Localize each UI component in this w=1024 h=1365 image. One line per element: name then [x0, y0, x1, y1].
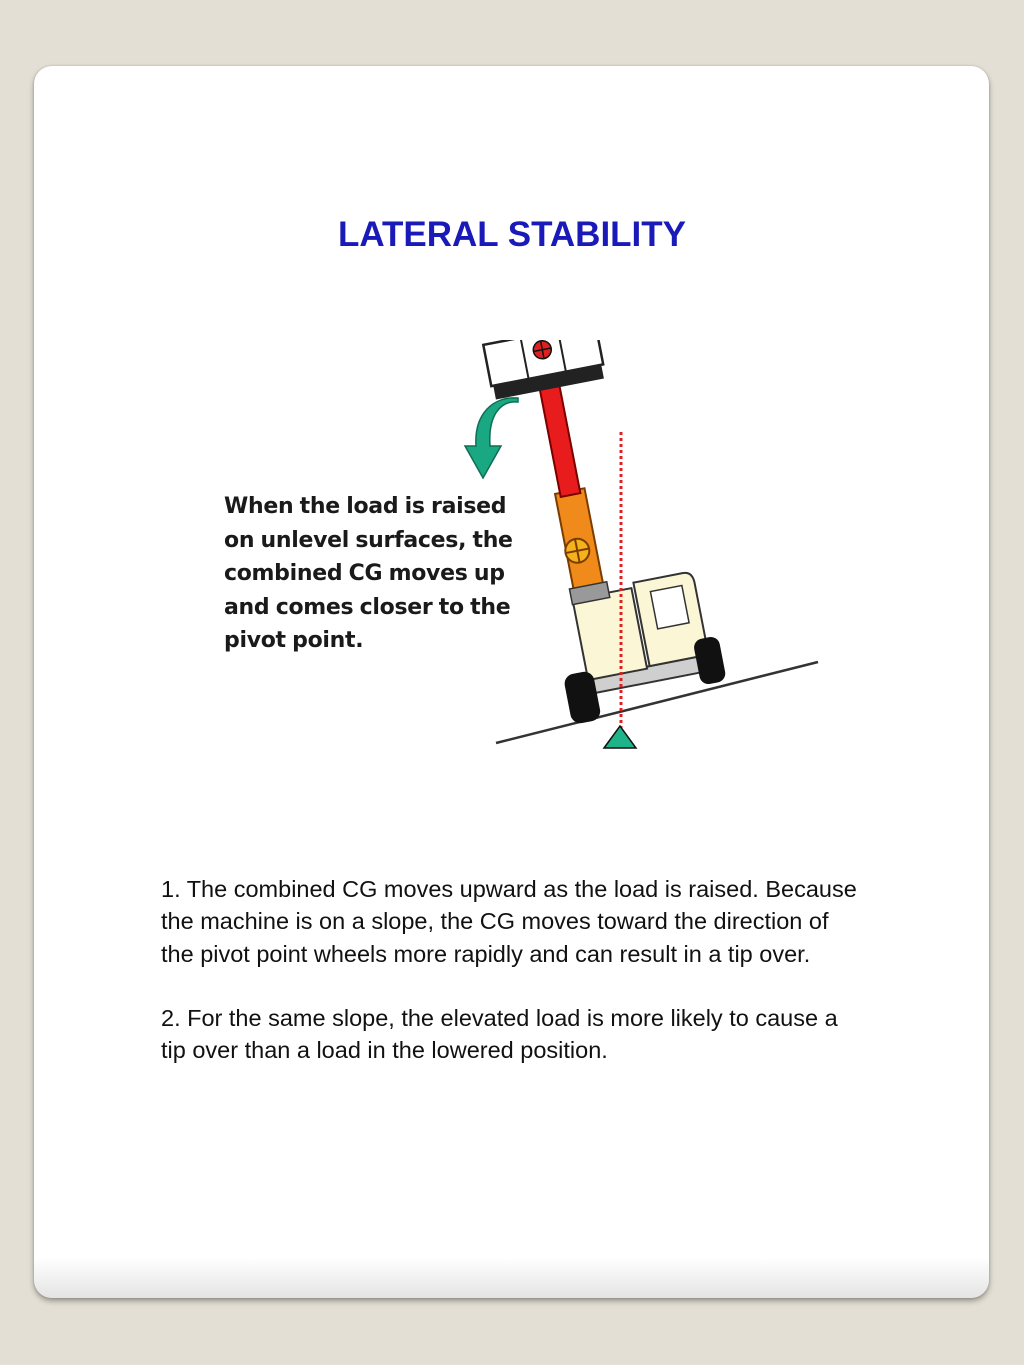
caption-line: combined CG moves up — [224, 561, 505, 586]
caption-line: on unlevel surfaces, the — [224, 527, 513, 553]
slide-title: LATERAL STABILITY — [337, 215, 687, 254]
cab-window — [650, 585, 689, 628]
paragraph-2: 2. For the same slope, the elevated load is more likely to cause a tip over than a load in the lowered position. — [161, 1004, 838, 1064]
caption-line: pivot point. — [224, 628, 364, 653]
lateral-stability-figure — [218, 340, 828, 760]
body-text — [161, 873, 861, 1098]
boom-upper-section — [539, 383, 580, 497]
rear-wheel — [693, 635, 727, 685]
figure-caption — [224, 490, 564, 658]
paragraph-1: 1. The combined CG moves upward as the load is raised. Because the machine is on a slope, the CG moves toward the direction of the pivot point wheels more rapidly and can result in a tip over. — [161, 876, 857, 967]
caption-line: When the load is raised — [224, 494, 507, 519]
pivot-point-icon — [604, 726, 636, 748]
tip-direction-arrow-icon — [465, 398, 518, 478]
caption-line: and comes closer to the — [224, 594, 511, 620]
